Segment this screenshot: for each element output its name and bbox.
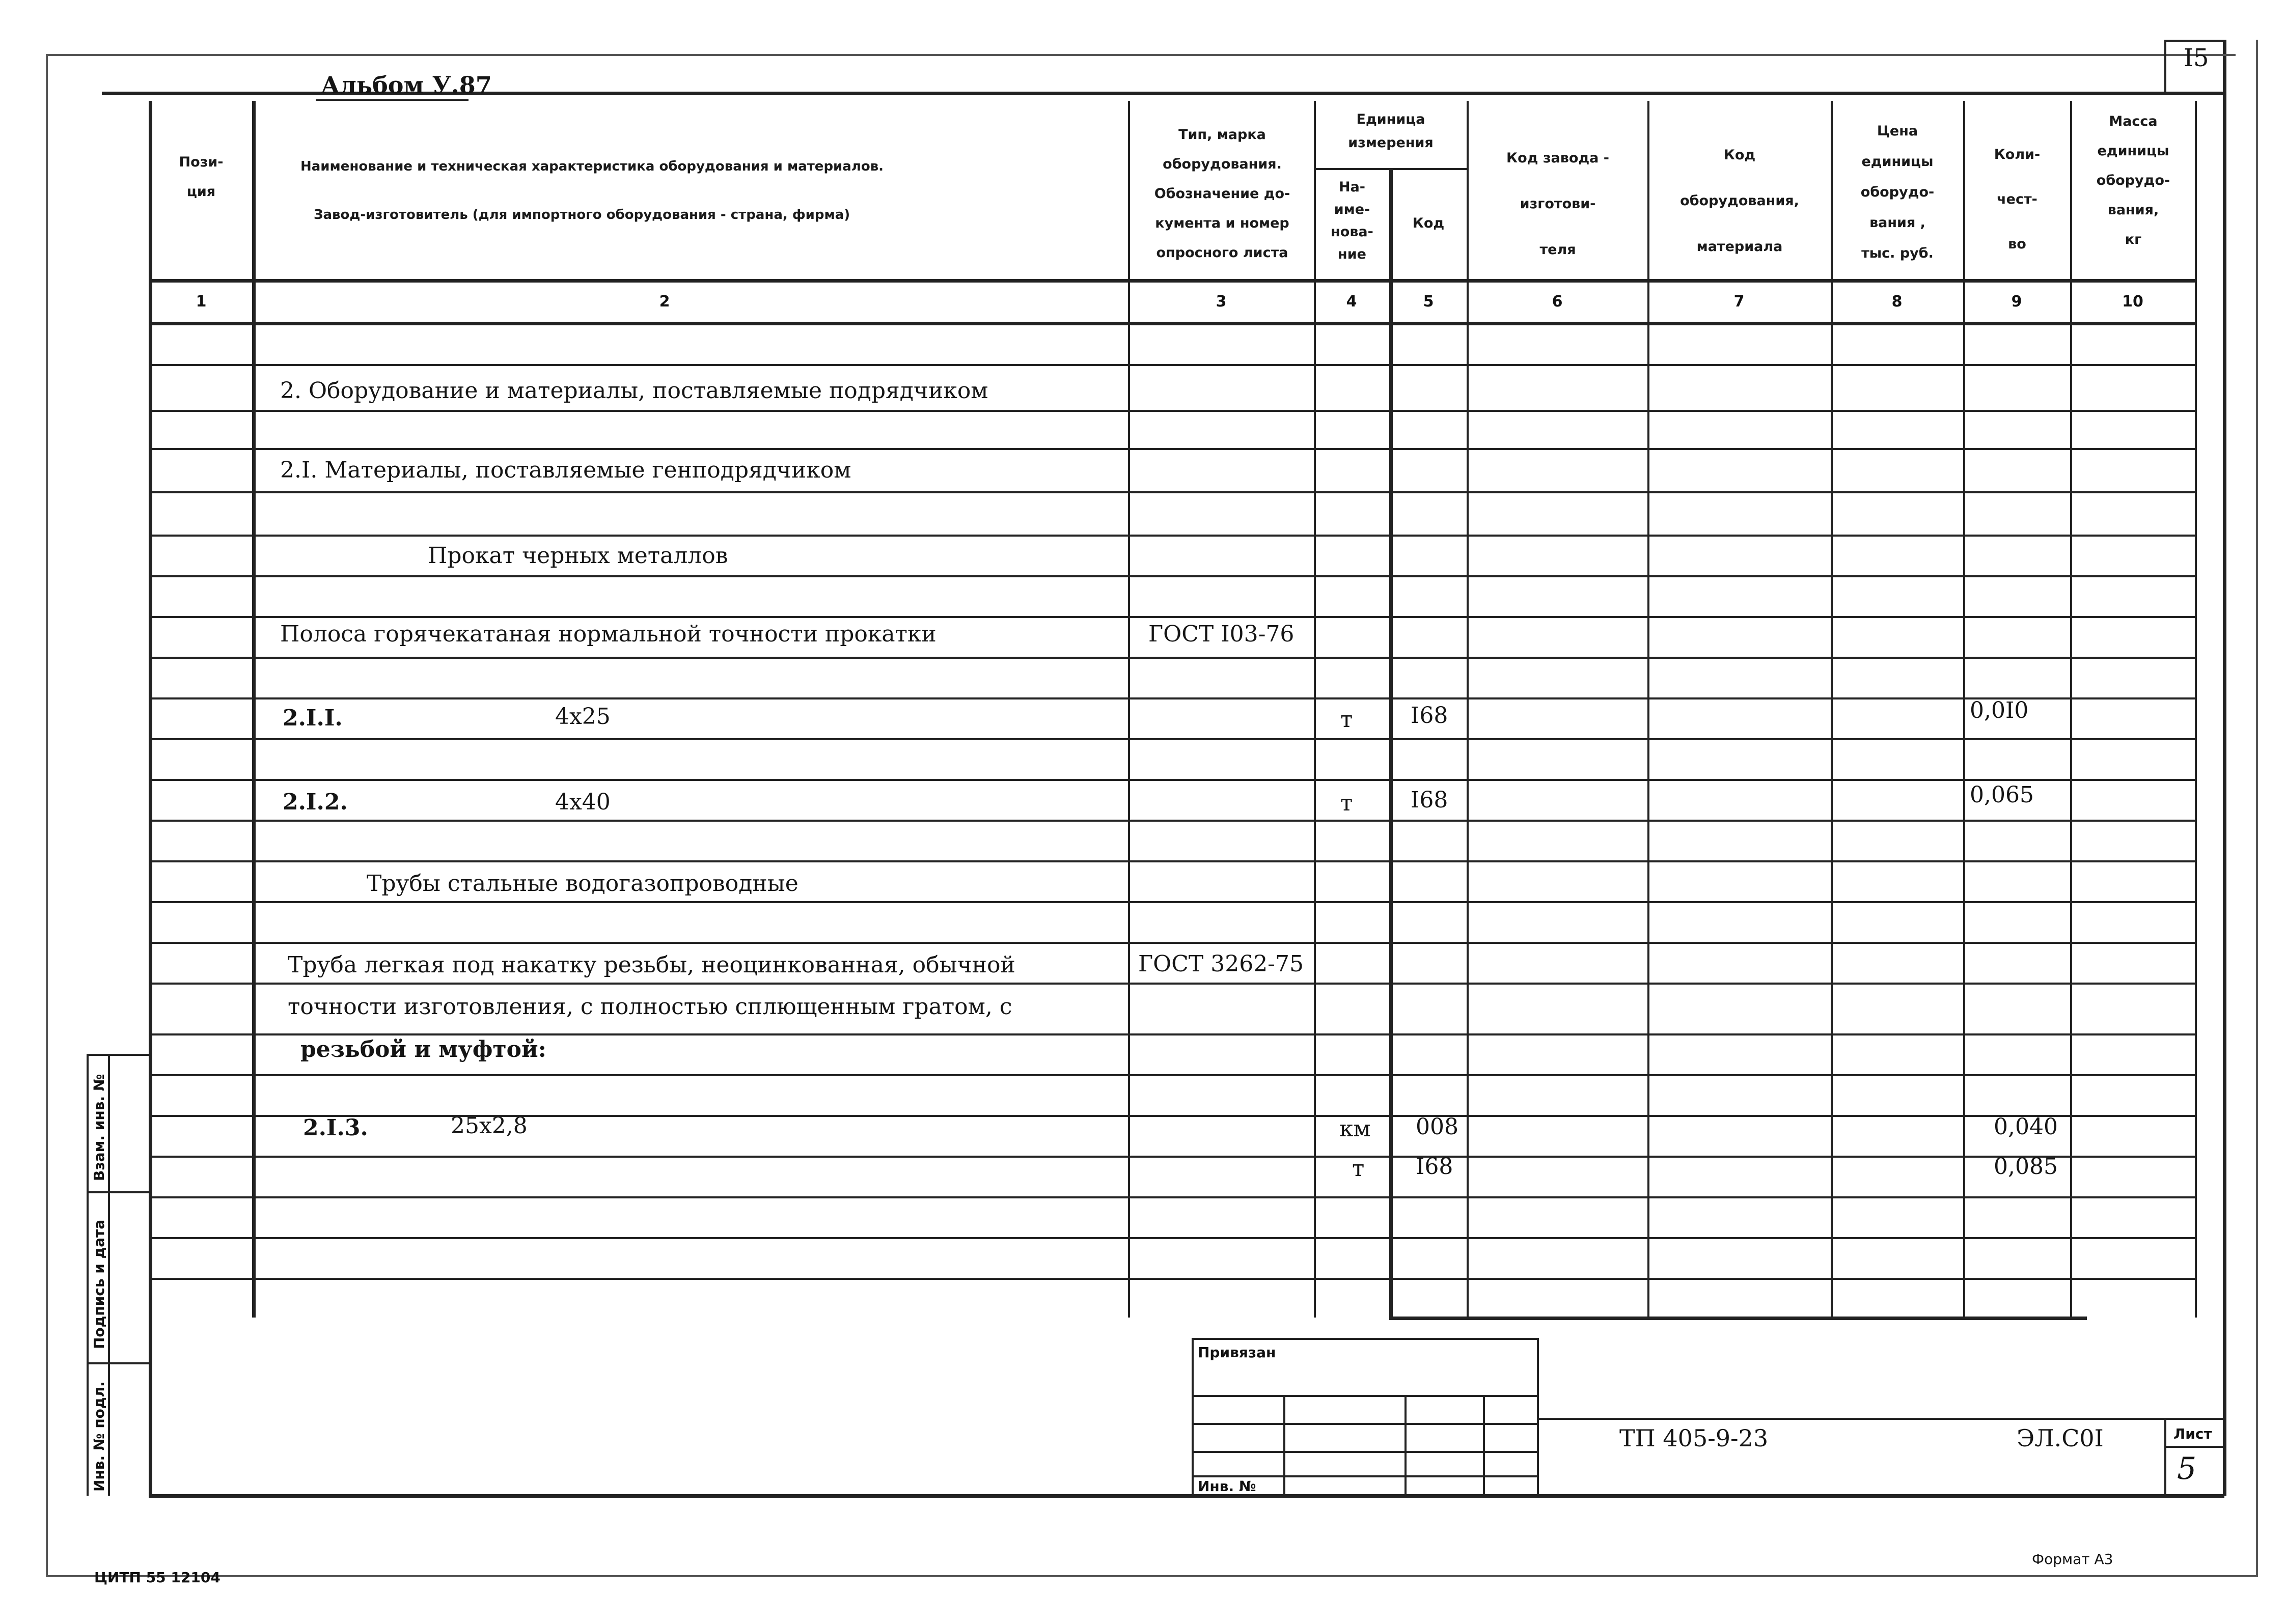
frame-left (149, 101, 152, 1496)
item3-unit-a: км (1339, 1116, 1371, 1142)
header-col9-line: во (2008, 236, 2026, 252)
row-line (149, 1156, 2196, 1158)
stamp-grid-v1 (1283, 1395, 1285, 1496)
header-col10-line: оборудо- (2096, 173, 2170, 188)
colnum-bottom (149, 322, 2196, 325)
header-col9-line: чест- (1997, 191, 2037, 207)
header-col5 (1391, 209, 1466, 238)
colnum-1: 1 (196, 293, 207, 311)
stamp-privyazan-top (1192, 1338, 1538, 1340)
frame-right (2223, 40, 2226, 1496)
col-line-10 (2195, 101, 2197, 1318)
stamp-grid-4 (1192, 1475, 1538, 1477)
row-line (149, 535, 2196, 537)
stamp-doc-code: ТП 405-9-23 (1619, 1424, 1769, 1452)
stamp-inv-no-label: Инв. № (1198, 1478, 1256, 1495)
header-col5-line: Код (1412, 215, 1445, 231)
stamp-grid-v2 (1404, 1395, 1407, 1496)
header-col6-line: Код завода - (1506, 150, 1609, 166)
stamp-list-number: 5 (2177, 1451, 2197, 1487)
header-col2-line: Наименование и техническая характеристика оборудования и материалов. (300, 159, 884, 174)
col-line-3 (1314, 101, 1316, 1318)
side-box-mid (108, 1054, 110, 1496)
item1-code: I68 (1411, 703, 1448, 729)
item3-qty-b: 0,085 (1994, 1154, 2058, 1180)
item3-size: 25x2,8 (451, 1113, 528, 1139)
row-line (149, 820, 2196, 822)
item3-code-b: I68 (1416, 1154, 1453, 1180)
album-label: Альбом У.87 (321, 71, 492, 99)
header-col3-line: оборудования. (1163, 156, 1282, 172)
side-box-top (87, 1054, 150, 1056)
header-col7 (1650, 132, 1829, 270)
header-col10-line: Масса (2109, 114, 2158, 129)
truba-line-3: резьбой и муфтой: (300, 1037, 546, 1062)
header-col9 (1966, 132, 2069, 267)
stamp-list-label: Лист (2173, 1425, 2212, 1442)
header-col3-line: Обозначение до- (1154, 186, 1290, 202)
header-col10-line: кг (2125, 232, 2142, 247)
header-col10-line: вания, (2107, 202, 2159, 218)
item2-size: 4x40 (555, 789, 611, 815)
col-line-7 (1831, 101, 1833, 1318)
header-col4-line: ние (1338, 246, 1366, 262)
item2-code: I68 (1411, 787, 1448, 813)
col-line-2 (1128, 101, 1130, 1318)
header-col3-line: кумента и номер (1155, 215, 1289, 231)
colnum-8: 8 (1891, 293, 1903, 311)
truba-gost: ГОСТ 3262-75 (1138, 951, 1304, 977)
header-col4-line: На- (1338, 179, 1366, 195)
stamp-list-left (2164, 1418, 2166, 1494)
col-line-8 (1963, 101, 1965, 1318)
sheet-number-top: I5 (2184, 44, 2209, 72)
header-col4-line: име- (1334, 202, 1370, 217)
row-line (149, 616, 2196, 618)
outer-trim-bottom (46, 1575, 2256, 1577)
row-line (149, 575, 2196, 577)
item3-code-a: 008 (1416, 1114, 1458, 1140)
header-col8-line: вания , (1869, 215, 1925, 231)
header-bottom (149, 279, 2196, 283)
row-line (149, 491, 2196, 493)
header-col8-line: единицы (1861, 154, 1934, 170)
header-col2 (300, 143, 1115, 239)
side-label-vzam: Взам. инв. № (91, 1074, 107, 1181)
col-line-1 (252, 101, 256, 1318)
header-col8-line: тыс. руб. (1861, 245, 1934, 261)
colnum-6: 6 (1552, 293, 1563, 311)
header-col7-line: материала (1696, 239, 1783, 255)
header-col4-line: нова- (1331, 224, 1373, 240)
frame-bottom (149, 1494, 2224, 1498)
row-line (149, 779, 2196, 781)
col-line-4 (1389, 168, 1393, 1318)
header-col8 (1833, 116, 1962, 269)
row-line (149, 860, 2196, 862)
header-col1-line: ция (186, 184, 216, 200)
side-box-div1 (87, 1191, 150, 1193)
stamp-grid-v3 (1483, 1395, 1485, 1496)
header-col1 (153, 148, 250, 207)
header-col9-line: Коли- (1994, 147, 2041, 162)
item1-position: 2.I.I. (283, 705, 343, 731)
stamp-privyazan-label: Привязан (1198, 1344, 1276, 1361)
item1-unit: т (1340, 707, 1353, 733)
polosa-name: Полоса горячекатаная нормальной точности прокатки (280, 621, 937, 647)
item1-qty: 0,0I0 (1970, 697, 2029, 723)
stamp-grid-1 (1192, 1395, 1538, 1397)
stamp-list-divider (2164, 1446, 2224, 1448)
table-bottom (1389, 1317, 2087, 1320)
outer-trim-top (46, 54, 2236, 56)
header-col10 (2073, 107, 2194, 255)
stamp-sheet-code: ЭЛ.С0I (2017, 1424, 2104, 1452)
side-label-inv-podl: Инв. № подл. (91, 1381, 107, 1492)
header-unit-group-line: Единица (1356, 111, 1425, 127)
item2-position: 2.I.2. (283, 789, 348, 815)
section-2-heading: 2. Оборудование и материалы, поставляемые подрядчиком (280, 378, 988, 404)
colnum-5: 5 (1423, 293, 1434, 311)
item1-size: 4x25 (555, 704, 611, 730)
item3-qty-a: 0,040 (1994, 1114, 2058, 1140)
side-box-left (87, 1054, 89, 1496)
colnum-4: 4 (1346, 293, 1357, 311)
row-line (149, 1074, 2196, 1076)
row-line (149, 1237, 2196, 1239)
header-col7-line: оборудования, (1680, 193, 1799, 209)
outer-trim-right (2256, 40, 2258, 1577)
footer-left: ЦИТП 55 12104 (94, 1569, 221, 1586)
item2-qty: 0,065 (1970, 782, 2034, 808)
header-col3-line: Тип, марка (1178, 127, 1266, 143)
header-col2-line: Завод-изготовитель (для импортного оборудования - страна, фирма) (314, 207, 850, 222)
header-col8-line: Цена (1877, 123, 1918, 139)
row-line (149, 738, 2196, 740)
stamp-privyazan-left (1192, 1338, 1194, 1496)
col-line-6 (1647, 101, 1649, 1318)
row-line (149, 657, 2196, 659)
row-line (149, 901, 2196, 903)
outer-trim-left (46, 54, 48, 1576)
footer-right: Формат А3 (2032, 1551, 2113, 1567)
row-line (149, 983, 2196, 985)
col-line-9 (2070, 101, 2072, 1318)
col-line-5 (1467, 101, 1469, 1318)
polosa-gost: ГОСТ I03-76 (1148, 621, 1295, 647)
stamp-grid-2 (1192, 1423, 1538, 1425)
unit-group-divider (1314, 168, 1467, 170)
section-2-1-heading: 2.I. Материалы, поставляемые генподрядчиком (280, 457, 851, 483)
row-line (149, 1033, 2196, 1035)
colnum-9: 9 (2011, 293, 2022, 311)
header-col3-line: опросного листа (1156, 245, 1288, 261)
stamp-grid-3 (1192, 1451, 1538, 1453)
group-truby-heading: Трубы стальные водогазопроводные (367, 871, 798, 897)
header-col3 (1132, 120, 1313, 268)
row-line (149, 1196, 2196, 1198)
header-col10-line: единицы (2097, 143, 2169, 159)
side-box-div2 (87, 1362, 150, 1364)
row-line (149, 364, 2196, 366)
row-line (149, 448, 2196, 450)
item3-position: 2.I.3. (303, 1115, 368, 1141)
truba-line-2: точности изготовления, с полностью сплющенным гратом, с (288, 994, 1012, 1020)
header-col4 (1316, 176, 1388, 266)
colnum-10: 10 (2122, 293, 2143, 311)
row-line (149, 410, 2196, 412)
stamp-privyazan-right (1537, 1338, 1539, 1496)
colnum-2: 2 (659, 293, 670, 311)
row-line (149, 697, 2196, 699)
row-line (149, 1278, 2196, 1280)
header-col6-line: теля (1539, 242, 1576, 258)
header-unit-group (1316, 108, 1466, 155)
header-unit-group-line: измерения (1348, 135, 1434, 151)
header-col7-line: Код (1723, 147, 1756, 163)
side-label-podpis: Подпись и дата (91, 1219, 107, 1349)
header-col8-line: оборудо- (1860, 184, 1935, 200)
sheet-box-top (2164, 40, 2224, 42)
header-col1-line: Пози- (179, 154, 224, 170)
row-line (149, 942, 2196, 944)
header-col6-line: изготови- (1520, 196, 1596, 212)
item3-unit-b: т (1352, 1156, 1365, 1182)
stamp-title-top (1537, 1418, 2224, 1420)
group-prokat-heading: Прокат черных металлов (428, 543, 728, 569)
album-underline (316, 99, 469, 101)
sheet-box-left (2164, 40, 2166, 93)
item2-unit: т (1340, 790, 1353, 816)
colnum-7: 7 (1733, 293, 1745, 311)
truba-line-1: Труба легкая под накатку резьбы, неоцинкованная, обычной (288, 952, 1015, 978)
colnum-3: 3 (1216, 293, 1227, 311)
header-col6 (1470, 135, 1646, 273)
